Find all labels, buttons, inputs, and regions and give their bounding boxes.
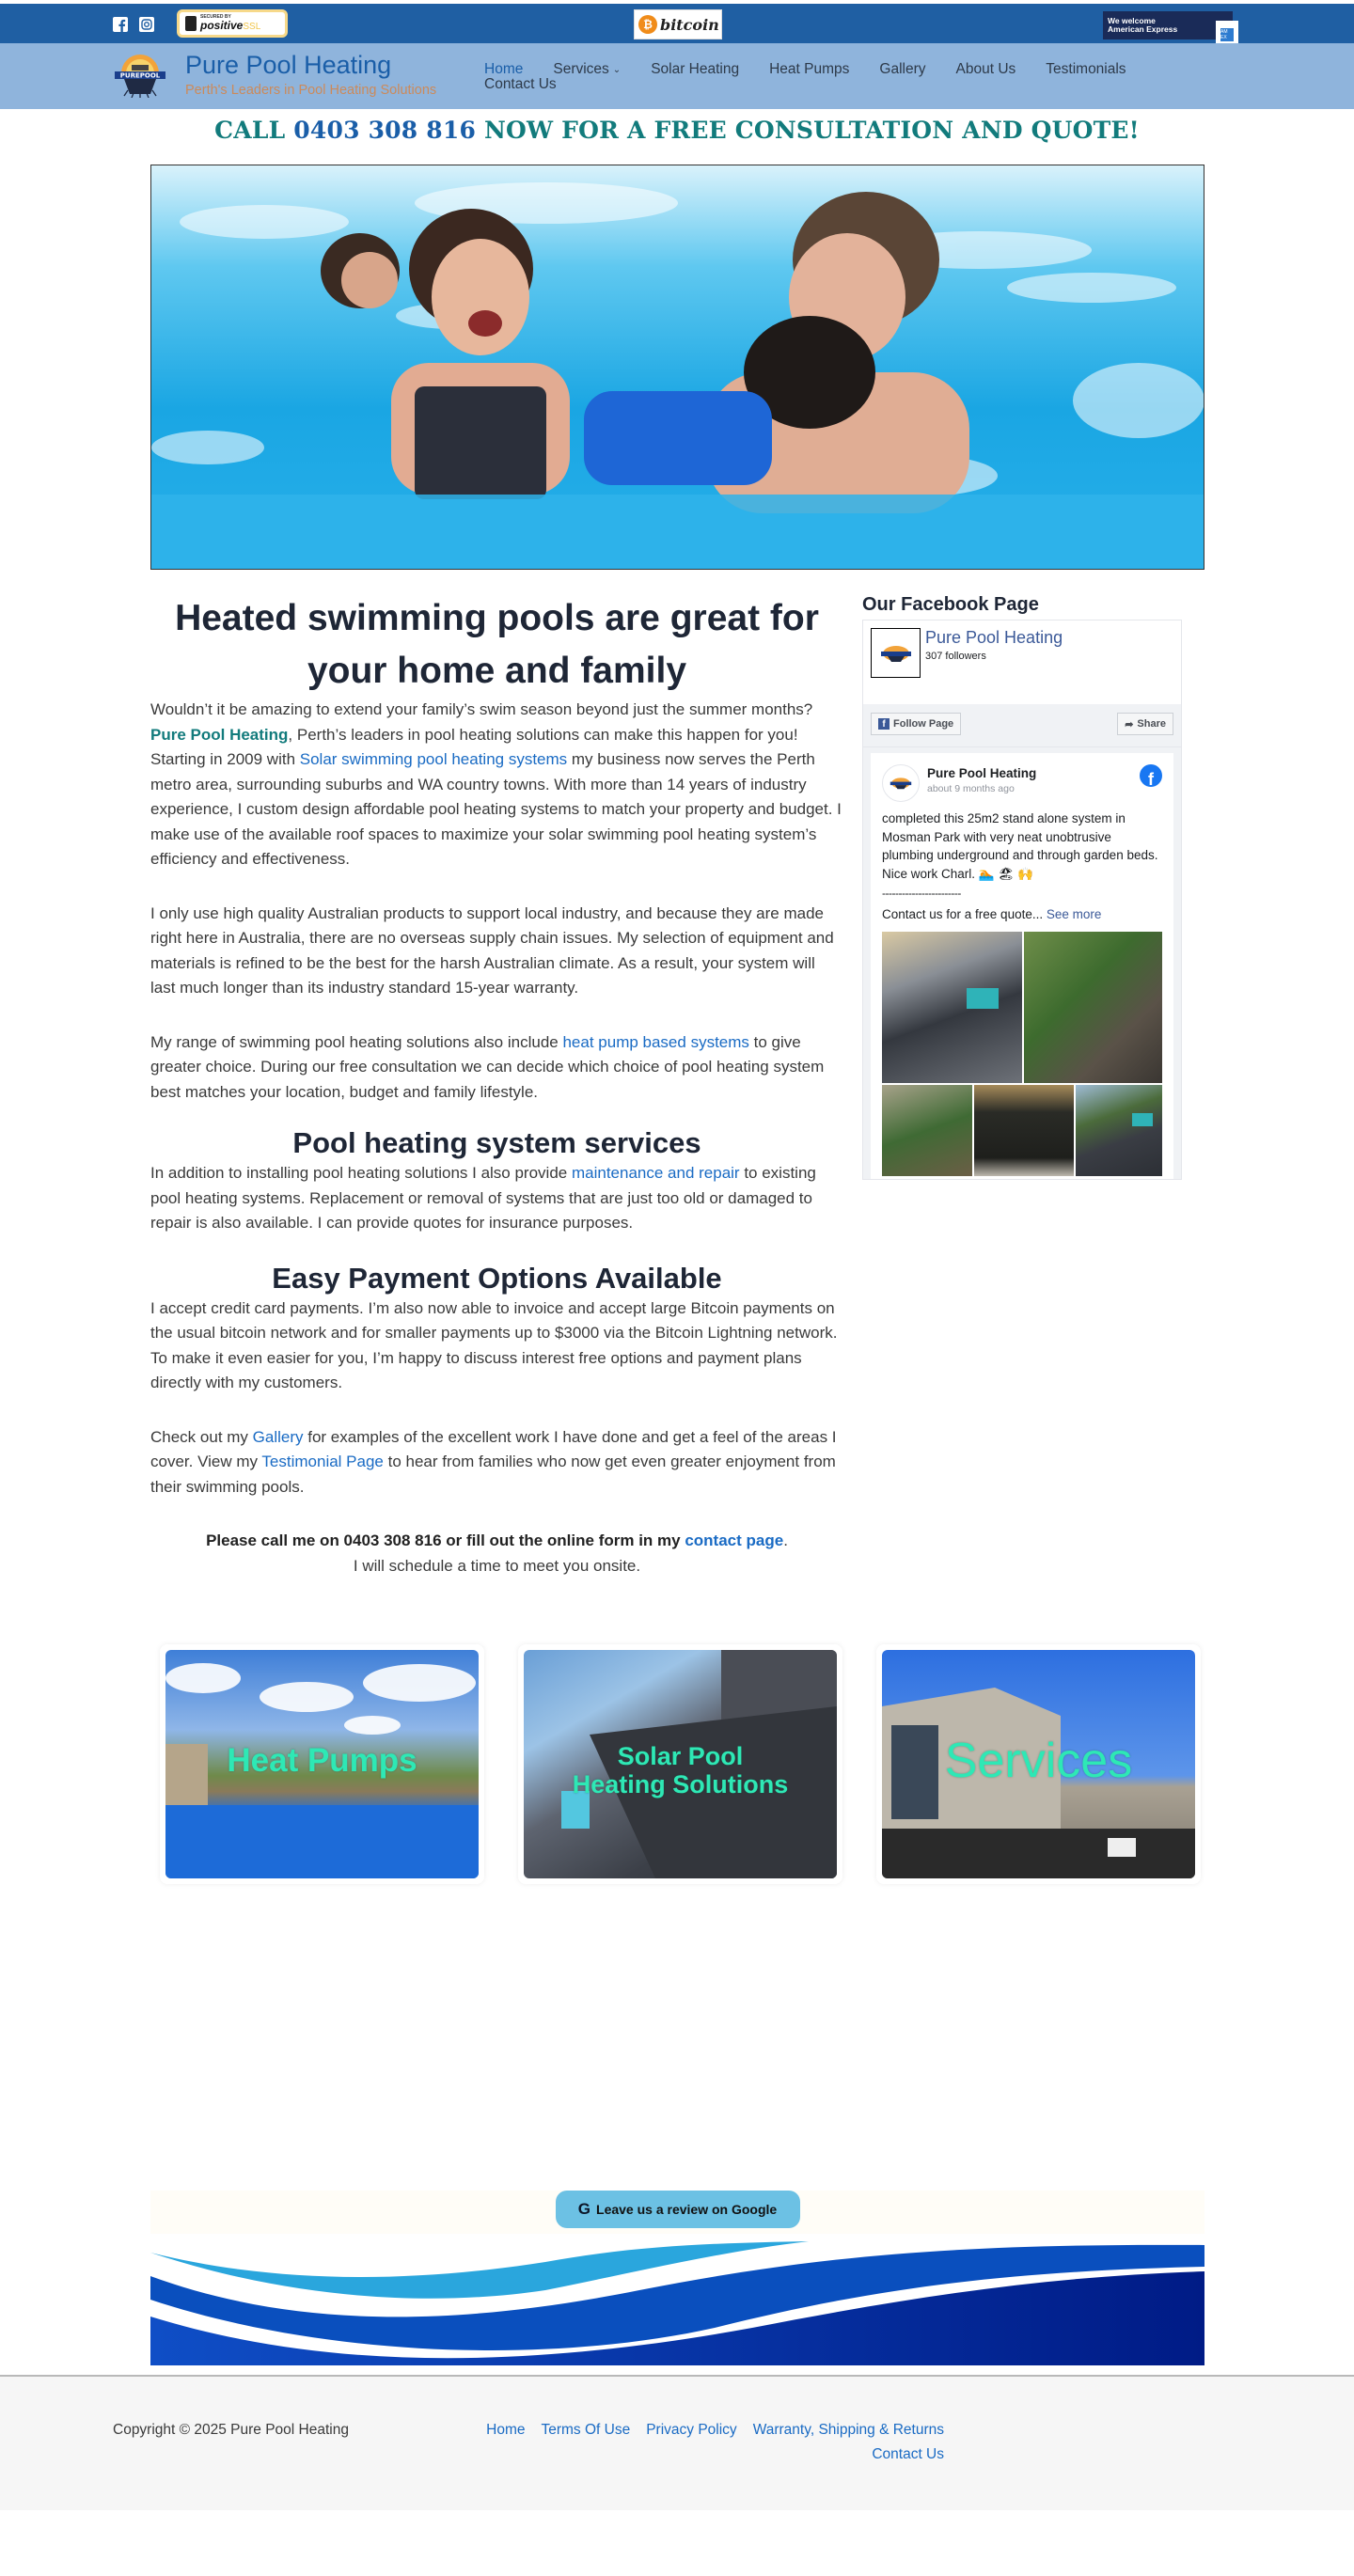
intro-paragraph: Wouldn’t it be amazing to extend your family’s swim season beyond just the summer months? Pure Pool Heating, Perth’s leaders in pool heating solutions can make this happen for you! <box>150 700 813 744</box>
range-paragraph: My range of swimming pool heating solutions also include heat pump based systems to give greater choice. During our free consultation we can decide which choice of pool heating system best matches your location, budget and family lifestyle. <box>150 1032 825 1101</box>
follow-page-button[interactable]: f Follow Page <box>871 713 961 735</box>
google-review-label: Leave us a review on Google <box>596 2202 778 2217</box>
card-heat-pumps-label: Heat Pumps <box>227 1742 417 1779</box>
chevron-down-icon: ⌄ <box>612 64 622 75</box>
gallery-link[interactable]: Gallery <box>252 1427 304 1446</box>
site-logo[interactable] <box>113 53 167 98</box>
post-more-text: Contact us for a free quote... See more <box>882 907 1102 921</box>
positive-ssl-badge[interactable] <box>177 9 288 38</box>
post-author-avatar[interactable] <box>882 764 920 802</box>
bitcoin-icon: ₿ <box>638 15 657 34</box>
brand-title[interactable]: Pure Pool Heating <box>185 51 392 79</box>
amex-logo-icon: AM EX <box>1216 21 1238 49</box>
site-header <box>0 43 1354 109</box>
post-photo-grid <box>882 932 1162 1176</box>
card-services-label: Services <box>944 1734 1133 1788</box>
call-to-action-banner: CALL 0403 308 816 NOW FOR A FREE CONSULTATION AND QUOTE! <box>214 117 1140 144</box>
footer-links <box>455 2422 944 2463</box>
social-links <box>113 17 154 32</box>
testimonial-link[interactable]: Testimonial Page <box>261 1453 384 1470</box>
closing-line2: I will schedule a time to meet you onsite. <box>353 1556 641 1575</box>
post-photo[interactable] <box>882 932 1022 1083</box>
payment-paragraph: I accept credit card payments. I’m also now able to invoice and accept large Bitcoin payments on the usual bitcoin network and for smaller payments up to $3000 via the Bitcoin Lightning network. To make it even easier for you, I’m happy to discuss interest free options and payment plans directly with my customers. <box>150 1298 838 1391</box>
nav-solar-heating[interactable]: Solar Heating <box>651 61 740 77</box>
nav-heat-pumps[interactable]: Heat Pumps <box>769 61 850 77</box>
post-separator: ------------------------ <box>882 887 961 900</box>
review-section <box>150 2191 1204 2234</box>
google-review-button[interactable] <box>556 2191 800 2228</box>
lock-icon <box>185 16 197 31</box>
nav-services[interactable]: Services ⌄ <box>553 61 622 77</box>
top-bar <box>0 0 1354 43</box>
cta-phone-number[interactable]: 0403 308 816 <box>293 117 477 144</box>
card-solar-label: Solar Pool Heating Solutions <box>572 1742 789 1798</box>
maintenance-repair-link[interactable]: maintenance and repair <box>571 1164 740 1182</box>
facebook-icon[interactable] <box>113 17 128 32</box>
heat-pump-link[interactable]: heat pump based systems <box>562 1032 749 1051</box>
history-paragraph: Starting in 2009 with Solar swimming pool heating systems my business now serves the Perth metro area, surrounding suburbs and WA country towns. With more than 14 years of industry experience, I custom design affordable pool heating systems to match your property and budget. I make use of the available roof spaces to maximize your solar swimming pool heating system’s efficiency and effectiveness. <box>150 750 842 868</box>
facebook-post <box>871 753 1173 1180</box>
article <box>150 589 843 1579</box>
decorative-wave-banner <box>150 2234 1204 2365</box>
post-photo[interactable] <box>974 1085 1074 1176</box>
footer-link-warranty[interactable]: Warranty, Shipping & Returns <box>752 2422 944 2438</box>
gallery-paragraph: Check out my Gallery for examples of the excellent work I have done and get a feel of the areas I cover. View my Testimonial Page to hear from families who now get even greater enjoyment from their swimming pools. <box>150 1427 837 1496</box>
footer-link-terms[interactable]: Terms Of Use <box>541 2422 631 2438</box>
nav-contact-us[interactable]: Contact Us <box>484 76 557 92</box>
facebook-page-avatar[interactable] <box>871 628 921 678</box>
footer-link-contact[interactable]: Contact Us <box>872 2446 944 2462</box>
payment-heading: Easy Payment Options Available <box>272 1261 722 1295</box>
svg-text:PUREPOOL: PUREPOOL <box>119 71 161 80</box>
brand-tagline: Perth's Leaders in Pool Heating Solutions <box>185 83 437 98</box>
products-paragraph: I only use high quality Australian products to support local industry, and because they are made right here in Australia, there are no overseas supply chain issues. My selection of equipment and materials is refined to be the best for the harsh Australian climate. As a result, your system will last much longer than its industry standard 15-year warranty. <box>150 903 834 997</box>
nav-about-us[interactable]: About Us <box>955 61 1016 77</box>
nav-testimonials[interactable]: Testimonials <box>1046 61 1126 77</box>
amex-badge[interactable] <box>1103 11 1233 39</box>
nav-gallery[interactable]: Gallery <box>879 61 926 77</box>
post-timestamp[interactable]: about 9 months ago <box>927 783 1015 794</box>
footer-link-privacy[interactable]: Privacy Policy <box>646 2422 737 2438</box>
facebook-logo-icon[interactable]: f <box>1140 764 1162 787</box>
main-content-area <box>150 589 1204 1579</box>
service-cards <box>160 1644 1354 1884</box>
pure-pool-heating-link[interactable]: Pure Pool Heating <box>150 725 289 744</box>
closing-callout: Please call me on 0403 308 816 or fill out the online form in my contact page. I will schedule a time to meet you onsite. <box>150 1529 843 1579</box>
share-arrow-icon: ➦ <box>1125 718 1134 730</box>
post-author-name[interactable]: Pure Pool Heating <box>927 766 1037 780</box>
amex-line1: We welcome <box>1108 15 1156 25</box>
facebook-followers: 307 followers <box>925 651 986 662</box>
facebook-icon: f <box>878 718 890 730</box>
share-button[interactable]: ➦ Share <box>1117 713 1173 735</box>
footer-link-home[interactable]: Home <box>486 2422 526 2438</box>
post-photo[interactable] <box>1024 932 1162 1083</box>
copyright-text: Copyright © 2025 Pure Pool Heating <box>113 2422 349 2438</box>
facebook-section-title: Our Facebook Page <box>862 594 1039 615</box>
ssl-suffix: SSL <box>243 22 261 32</box>
ssl-positive: positive <box>200 19 244 32</box>
services-heading: Pool heating system services <box>292 1126 701 1159</box>
card-solar-pool-heating[interactable] <box>518 1644 842 1884</box>
hero-image-family-swimming <box>150 165 1204 570</box>
amex-line2: American Express <box>1108 24 1178 34</box>
post-text: completed this 25m2 stand alone system in Mosman Park with very neat unobtrusive plumbing underground and through garden beds. Nice work Charl. 🏊 🏖 🙌 <box>882 811 1158 881</box>
contact-page-link[interactable]: contact page <box>685 1531 784 1549</box>
bitcoin-badge[interactable] <box>634 9 722 39</box>
bitcoin-word: bitcoin <box>660 15 719 34</box>
nav-home[interactable]: Home <box>484 61 524 77</box>
facebook-page-widget <box>862 620 1182 1180</box>
site-footer <box>0 2375 1354 2510</box>
post-photo[interactable] <box>882 1085 972 1176</box>
post-photo[interactable] <box>1076 1085 1162 1176</box>
facebook-sidebar <box>862 589 1182 1579</box>
main-nav <box>484 61 1199 93</box>
solar-heating-link[interactable]: Solar swimming pool heating systems <box>299 750 568 768</box>
card-heat-pumps[interactable] <box>160 1644 484 1884</box>
google-icon: G <box>577 2200 591 2218</box>
instagram-icon[interactable] <box>139 17 154 32</box>
ssl-secured-by: SECURED BY <box>200 14 231 20</box>
card-services[interactable] <box>876 1644 1201 1884</box>
services-paragraph: In addition to installing pool heating solutions I also provide maintenance and repair to existing pool heating systems. Replacement or removal of systems that are just too old or damaged to repair is also available. I can provide quotes for insurance purposes. <box>150 1164 816 1232</box>
see-more-link[interactable]: See more <box>1046 907 1102 921</box>
page-heading: Heated swimming pools are great for your home and family <box>175 598 819 691</box>
facebook-page-name[interactable]: Pure Pool Heating <box>925 628 1063 647</box>
